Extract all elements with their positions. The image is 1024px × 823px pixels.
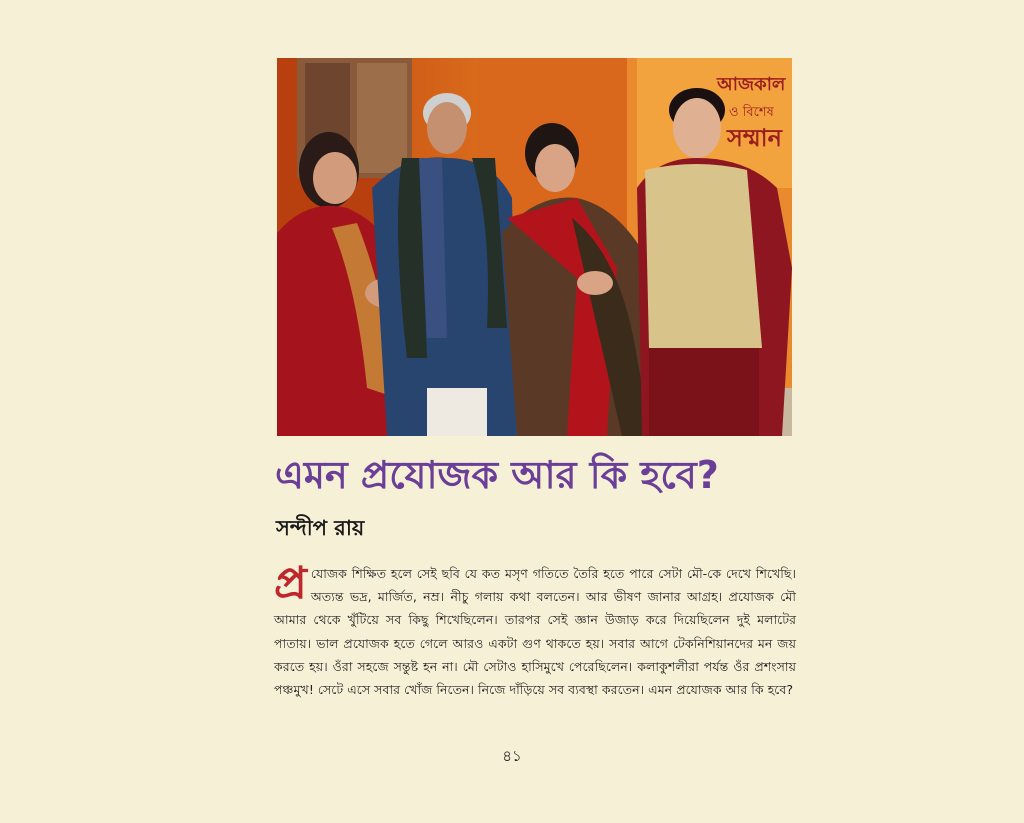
group-photo — [277, 58, 792, 436]
banner-line-2: ও বিশেষ — [729, 105, 774, 120]
author-byline: সন্দীপ রায় — [276, 516, 365, 540]
article-body — [274, 558, 796, 701]
drop-cap: প্র — [274, 558, 307, 609]
banner-line-3: সম্মান — [727, 124, 782, 152]
article-body-text: যোজক শিক্ষিত হলে সেই ছবি যে কত মসৃণ গতিতে তৈরি হতে পারে সেটা মৌ-কে দেখে শিখেছি। অত্যন্ত ভদ্র, মার্জিত, নম্র। নীচু গলায় কথা বলতেন। আর ভীষণ জানার আগ্রহ। প্রযোজক মৌ আমার থেকে খুঁটিয়ে সব কিছু শিখেছিলেন। তারপর সেই জ্ঞান উজাড় করে দিয়েছিলেন দুই মলাটের পাতায়। ভাল প্রযোজক হতে গেলে আরও একটা গুণ থাকতে হয়। সবার আগে টেকনিশিয়ানদের মন জয় করতে হয়। ওঁরা সহজে সন্তুষ্ট হন না। মৌ সেটাও হাসিমুখে পেরেছিলেন। কলাকুশলীরা পর্যন্ত ওঁর প্রশংসায় পঞ্চমুখ! সেটে এসে সবার খোঁজ নিতেন। নিজে দাঁড়িয়ে সব ব্যবস্থা করতেন। এমন প্রযোজক আর কি হবে? — [274, 566, 796, 698]
group-photo-illustration — [277, 58, 792, 436]
banner-line-1: আজকাল — [717, 74, 786, 95]
page-number: ৪১ — [502, 747, 522, 765]
article-headline: এমন প্রযোজক আর কি হবে? — [275, 453, 719, 497]
